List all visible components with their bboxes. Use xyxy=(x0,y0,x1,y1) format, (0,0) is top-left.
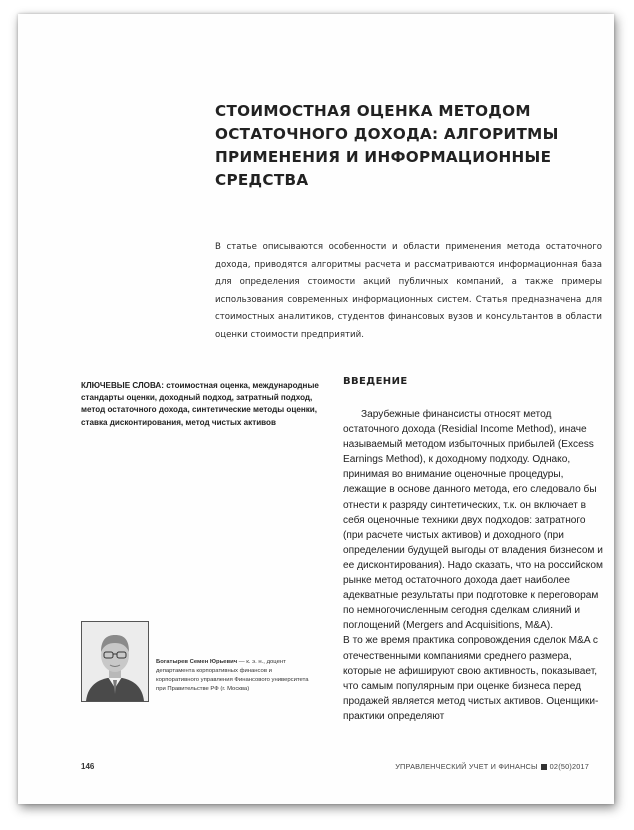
keywords-block: КЛЮЧЕВЫЕ СЛОВА: стоимостная оценка, международные стандарты оценки, доходный подход, затратный подход, метод остаточного дохода, синтетические методы оценки, ставка дисконтирования, метод чистых активов xyxy=(81,381,319,427)
journal-footer xyxy=(395,762,589,771)
article-title: СТОИМОСТНАЯ ОЦЕНКА МЕТОДОМ ОСТАТОЧНОГО ДОХОДА: АЛГОРИТМЫ ПРИМЕНЕНИЯ И ИНФОРМАЦИОННЫЕ СРЕДСТВА xyxy=(215,102,559,189)
author-details: — к. э. н., доцент департамента корпоративных финансов и корпоративного управления Финансового университета при Правительстве РФ (г. Москва) xyxy=(156,659,309,692)
article-body xyxy=(343,407,605,724)
journal-name: УПРАВЛЕНЧЕСКИЙ УЧЕТ И ФИНАНСЫ xyxy=(395,762,538,771)
body-paragraph: В то же время практика сопровождения сделок M&A с отечественными компаниями среднего размера, которые не афишируют свою активность, показывает, что самым популярным при оценке бизнеса перед продажей является метод чистых активов. Оценщики-практики определяют xyxy=(343,635,599,722)
author-info xyxy=(156,658,316,694)
square-icon xyxy=(541,764,547,770)
page-number: 146 xyxy=(81,762,95,771)
section-heading: ВВЕДЕНИЕ xyxy=(343,376,408,387)
author-name: Богатырев Семен Юрьевич xyxy=(156,659,238,665)
author-portrait-image xyxy=(82,622,148,701)
author-photo xyxy=(81,621,149,702)
journal-issue: 02(50)2017 xyxy=(549,762,589,771)
journal-page xyxy=(18,14,614,804)
article-abstract: В статье описываются особенности и области применения метода остаточного дохода, приводятся алгоритмы расчета и рассматриваются информационная база для определения стоимости акций публичных компаний, а также примеры использования современных информационных систем. Статья предназначена для стоимостных аналитиков, студентов финансовых вузов и консультантов в области оценки стоимости предприятий. xyxy=(215,242,602,340)
body-paragraph: Зарубежные финансисты относят метод остаточного дохода (Residial Income Method), иначе называемый методом избыточных прибылей (Excess Earnings Method), к доходному подходу. Однако, принимая во внимание оценочные процедуры, лежащие в основе данного метода, его следовало бы отнести к разряду синтетических, т.к. он включает в себя оценочные техники двух подходов: затратного (при расчете чистых активов) и доходного (при определении будущей выгоды от владения бизнесом и ее дисконтирования). Надо сказать, что на российском рынке метод остаточного дохода дает наиболее адекватные результаты при подготовке к переговорам по немногочисленным сегодня сделкам слияний и поглощений (Mergers and Acquisitions, M&A). xyxy=(343,409,603,632)
